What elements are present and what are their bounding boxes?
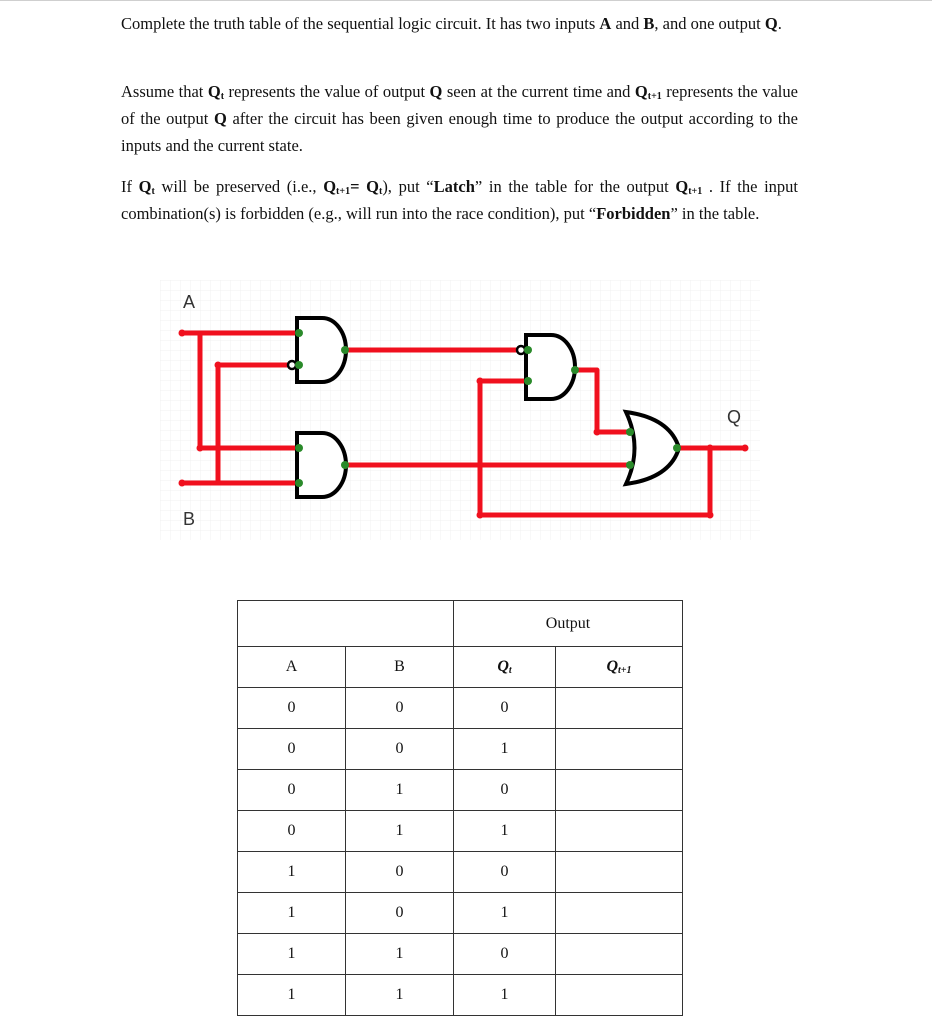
- cell-b: 0: [346, 893, 454, 934]
- cell-b: 0: [346, 852, 454, 893]
- node: [341, 346, 349, 354]
- cell-b: 1: [346, 975, 454, 1016]
- table-row: [238, 811, 683, 852]
- node: [626, 461, 634, 469]
- junction: [179, 480, 186, 487]
- output-q-label: Q: [727, 407, 742, 427]
- column-header-a: A: [238, 647, 346, 688]
- cell-a: 0: [238, 688, 346, 729]
- question-paragraph-2: Assume that $Q_t$ represents the value of output Q seen at the current time and $Q_{t+1}$ represents the value of the output Q after the circuit has been given enough time to produce the output according to the inputs and the current state.: [121, 82, 798, 155]
- cell-qt1-answer[interactable]: [556, 811, 683, 852]
- table-row: [238, 893, 683, 934]
- junction: [594, 429, 601, 436]
- input-b-label: B: [183, 509, 196, 529]
- junction: [477, 378, 484, 385]
- cell-b: 0: [346, 688, 454, 729]
- table-row: [238, 770, 683, 811]
- node: [295, 479, 303, 487]
- table-row: [238, 934, 683, 975]
- cell-a: 1: [238, 893, 346, 934]
- inverter-bubble-gate1: [288, 361, 296, 369]
- and-gate-3: [297, 433, 346, 497]
- inverter-bubble-gate2: [517, 346, 525, 354]
- table-header-row-1: [238, 601, 683, 647]
- cell-b: 1: [346, 811, 454, 852]
- question-paragraph-1: Complete the truth table of the sequential logic circuit. It has two inputs A and B, and one output Q.: [121, 14, 782, 33]
- question-paragraph-3: If $Q_t$ will be preserved (i.e., $Q_{t+1}= Q_t$), put “Latch” in the table for the output $Q_{t+1}$ . If the input combination(s) is forbidden (e.g., will run into the race condition), put “Forbidden” in the table.: [121, 177, 798, 223]
- node: [524, 377, 532, 385]
- cell-a: 0: [238, 811, 346, 852]
- cell-qt1-answer[interactable]: [556, 770, 683, 811]
- cell-qt1-answer[interactable]: [556, 934, 683, 975]
- column-header-qt: $Q_t$: [454, 647, 556, 688]
- node: [524, 346, 532, 354]
- table-row: [238, 852, 683, 893]
- junction: [707, 445, 714, 452]
- cell-qt: 0: [454, 688, 556, 729]
- column-header-b: B: [346, 647, 454, 688]
- and-gate-2: [526, 335, 575, 399]
- node: [295, 329, 303, 337]
- cell-a: 1: [238, 934, 346, 975]
- node: [673, 444, 681, 452]
- cell-qt1-answer[interactable]: [556, 975, 683, 1016]
- cell-qt: 1: [454, 975, 556, 1016]
- table-row: [238, 975, 683, 1016]
- cell-qt1-answer[interactable]: [556, 729, 683, 770]
- node: [295, 444, 303, 452]
- cell-a: 0: [238, 729, 346, 770]
- cell-qt: 0: [454, 770, 556, 811]
- logic-circuit-diagram: [160, 280, 760, 540]
- empty-header-cell: [238, 601, 454, 647]
- cell-qt1-answer[interactable]: [556, 688, 683, 729]
- cell-qt: 1: [454, 811, 556, 852]
- cell-qt1-answer[interactable]: [556, 893, 683, 934]
- cell-b: 1: [346, 934, 454, 975]
- junction: [477, 512, 484, 519]
- cell-b: 1: [346, 770, 454, 811]
- top-border: [0, 0, 932, 1]
- cell-a: 1: [238, 975, 346, 1016]
- truth-table: [237, 600, 683, 1016]
- cell-b: 0: [346, 729, 454, 770]
- cell-qt: 1: [454, 893, 556, 934]
- node: [341, 461, 349, 469]
- cell-qt: 0: [454, 852, 556, 893]
- junction: [707, 512, 714, 519]
- cell-a: 1: [238, 852, 346, 893]
- output-header-cell: Output: [454, 601, 683, 647]
- column-header-qt1: $Q_{t+1}$: [556, 647, 683, 688]
- table-row: [238, 688, 683, 729]
- cell-a: 0: [238, 770, 346, 811]
- table-header-row-2: [238, 647, 683, 688]
- cell-qt: 1: [454, 729, 556, 770]
- cell-qt1-answer[interactable]: [556, 852, 683, 893]
- cell-qt: 0: [454, 934, 556, 975]
- junction: [215, 362, 222, 369]
- junction: [197, 445, 204, 452]
- junction: [179, 330, 186, 337]
- node: [626, 428, 634, 436]
- junction: [742, 445, 749, 452]
- and-gate-1: [297, 318, 346, 382]
- grid-background: [160, 280, 760, 540]
- input-a-label: A: [183, 292, 196, 312]
- node: [295, 361, 303, 369]
- table-row: [238, 729, 683, 770]
- node: [571, 366, 579, 374]
